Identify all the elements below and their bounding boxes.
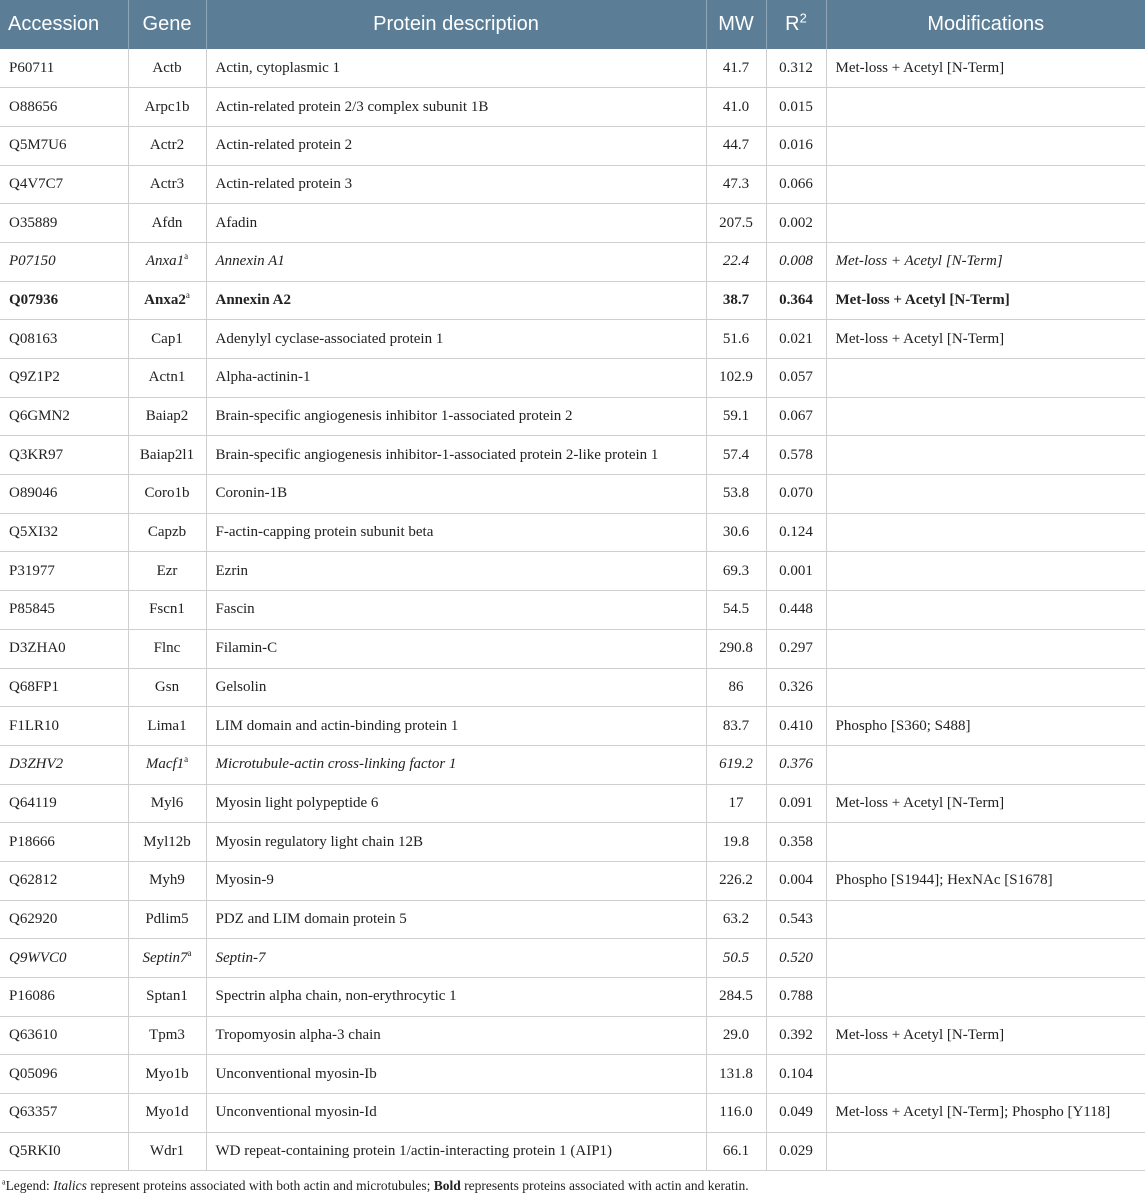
table-row (0, 861, 1145, 900)
cell-r2: 0.312 (766, 49, 826, 88)
cell-mw: 38.7 (706, 281, 766, 320)
cell-description: Myosin-9 (206, 861, 706, 900)
cell-accession: Q3KR97 (0, 436, 128, 475)
cell-mw: 29.0 (706, 1016, 766, 1055)
cell-accession: Q63610 (0, 1016, 128, 1055)
cell-mw: 57.4 (706, 436, 766, 475)
cell-modifications (826, 745, 1145, 784)
cell-gene (128, 359, 206, 398)
gene-name: Baiap2 (145, 408, 189, 425)
cell-gene (128, 668, 206, 707)
cell-modifications (826, 900, 1145, 939)
cell-description: Alpha-actinin-1 (206, 359, 706, 398)
cell-modifications (826, 204, 1145, 243)
header-gene: Gene (128, 0, 206, 49)
cell-accession: Q64119 (0, 784, 128, 823)
table-row (0, 242, 1145, 281)
cell-description: Brain-specific angiogenesis inhibitor-1-associated protein 2-like protein 1 (206, 436, 706, 475)
gene-name: Fscn1 (149, 601, 185, 618)
cell-modifications (826, 513, 1145, 552)
table-row (0, 320, 1145, 359)
table-row (0, 745, 1145, 784)
cell-r2: 0.049 (766, 1094, 826, 1133)
cell-modifications (826, 552, 1145, 591)
cell-accession: D3ZHV2 (0, 745, 128, 784)
gene-name: Gsn (154, 678, 180, 695)
cell-modifications (826, 823, 1145, 862)
table-row (0, 88, 1145, 127)
cell-description: Actin-related protein 3 (206, 165, 706, 204)
footnote-marker: a (184, 754, 189, 765)
footnote-marker: a (184, 251, 189, 262)
cell-modifications: Met-loss + Acetyl [N-Term]; Phospho [Y118] (826, 1094, 1145, 1133)
legend-bold-word: Bold (433, 1178, 461, 1194)
cell-r2: 0.448 (766, 591, 826, 630)
cell-mw: 226.2 (706, 861, 766, 900)
gene-name: Tpm3 (149, 1027, 185, 1044)
cell-modifications (826, 475, 1145, 514)
legend-middle: represent proteins associated with both actin and microtubules; (86, 1178, 434, 1194)
cell-mw: 47.3 (706, 165, 766, 204)
cell-accession: Q5M7U6 (0, 126, 128, 165)
cell-mw: 41.0 (706, 88, 766, 127)
cell-r2: 0.057 (766, 359, 826, 398)
header-description: Protein description (206, 0, 706, 49)
gene-name: Myl6 (150, 794, 184, 811)
header-r2 (766, 0, 826, 49)
gene-name: Anxa2 (144, 291, 186, 308)
gene-name: Macf1 (145, 756, 185, 773)
cell-modifications (826, 591, 1145, 630)
table-row (0, 1055, 1145, 1094)
gene-name: Capzb (147, 524, 187, 541)
cell-modifications (826, 668, 1145, 707)
cell-gene (128, 88, 206, 127)
cell-description: Annexin A1 (206, 242, 706, 281)
cell-r2: 0.008 (766, 242, 826, 281)
cell-mw: 207.5 (706, 204, 766, 243)
table-row (0, 436, 1145, 475)
cell-accession: Q6GMN2 (0, 397, 128, 436)
cell-description: Fascin (206, 591, 706, 630)
table-row (0, 397, 1145, 436)
cell-gene (128, 591, 206, 630)
cell-description: Microtubule-actin cross-linking factor 1 (206, 745, 706, 784)
gene-name: Myo1b (145, 1065, 189, 1082)
cell-gene (128, 823, 206, 862)
cell-mw: 290.8 (706, 629, 766, 668)
cell-description: Afadin (206, 204, 706, 243)
cell-gene (128, 320, 206, 359)
cell-mw: 30.6 (706, 513, 766, 552)
cell-description: LIM domain and actin-binding protein 1 (206, 707, 706, 746)
cell-mw: 116.0 (706, 1094, 766, 1133)
cell-description: Spectrin alpha chain, non-erythrocytic 1 (206, 978, 706, 1017)
cell-r2: 0.070 (766, 475, 826, 514)
cell-accession: P85845 (0, 591, 128, 630)
cell-mw: 619.2 (706, 745, 766, 784)
table-row (0, 1016, 1145, 1055)
cell-mw: 86 (706, 668, 766, 707)
cell-gene (128, 1055, 206, 1094)
cell-description: Unconventional myosin-Id (206, 1094, 706, 1133)
cell-gene (128, 1132, 206, 1171)
cell-mw: 59.1 (706, 397, 766, 436)
cell-gene (128, 745, 206, 784)
cell-mw: 44.7 (706, 126, 766, 165)
cell-r2: 0.326 (766, 668, 826, 707)
legend-prefix: Legend: (5, 1178, 54, 1194)
cell-description: Tropomyosin alpha-3 chain (206, 1016, 706, 1055)
cell-mw: 50.5 (706, 939, 766, 978)
table-row (0, 359, 1145, 398)
header-r2-sup: 2 (799, 10, 807, 26)
cell-accession: Q07936 (0, 281, 128, 320)
gene-name: Sptan1 (146, 988, 188, 1005)
cell-accession: Q5XI32 (0, 513, 128, 552)
cell-accession: Q62812 (0, 861, 128, 900)
table-row (0, 823, 1145, 862)
cell-modifications (826, 165, 1145, 204)
gene-name: Arpc1b (144, 98, 190, 115)
cell-gene (128, 242, 206, 281)
table-body (0, 49, 1145, 1171)
table-row (0, 900, 1145, 939)
cell-modifications: Phospho [S1944]; HexNAc [S1678] (826, 861, 1145, 900)
cell-modifications (826, 126, 1145, 165)
cell-description: Brain-specific angiogenesis inhibitor 1-associated protein 2 (206, 397, 706, 436)
cell-mw: 284.5 (706, 978, 766, 1017)
cell-mw: 53.8 (706, 475, 766, 514)
cell-accession: Q4V7C7 (0, 165, 128, 204)
table-row (0, 49, 1145, 88)
cell-accession: P18666 (0, 823, 128, 862)
cell-accession: P31977 (0, 552, 128, 591)
cell-r2: 0.001 (766, 552, 826, 591)
cell-modifications (826, 1132, 1145, 1171)
cell-modifications (826, 1055, 1145, 1094)
cell-modifications: Met-loss + Acetyl [N-Term] (826, 242, 1145, 281)
footnote-marker: a (185, 289, 190, 300)
gene-name: Septin7 (142, 949, 188, 966)
cell-mw: 41.7 (706, 49, 766, 88)
cell-gene (128, 436, 206, 475)
cell-modifications: Phospho [S360; S488] (826, 707, 1145, 746)
cell-modifications (826, 397, 1145, 436)
cell-mw: 51.6 (706, 320, 766, 359)
cell-accession: Q5RKI0 (0, 1132, 128, 1171)
gene-name: Actb (152, 59, 182, 76)
cell-gene (128, 281, 206, 320)
cell-accession: O88656 (0, 88, 128, 127)
cell-gene (128, 475, 206, 514)
cell-modifications (826, 978, 1145, 1017)
gene-name: Flnc (153, 640, 181, 657)
gene-name: Actr2 (149, 137, 185, 154)
cell-mw: 69.3 (706, 552, 766, 591)
legend-marker: a (2, 1177, 6, 1187)
legend-italic-word: Italics (53, 1178, 87, 1194)
cell-gene (128, 49, 206, 88)
gene-name: Actr3 (149, 175, 185, 192)
cell-description: PDZ and LIM domain protein 5 (206, 900, 706, 939)
table-header-row (0, 0, 1145, 49)
cell-mw: 22.4 (706, 242, 766, 281)
cell-description: Annexin A2 (206, 281, 706, 320)
cell-description: Filamin-C (206, 629, 706, 668)
cell-description: F-actin-capping protein subunit beta (206, 513, 706, 552)
cell-gene (128, 126, 206, 165)
cell-r2: 0.297 (766, 629, 826, 668)
cell-r2: 0.364 (766, 281, 826, 320)
cell-gene (128, 1094, 206, 1133)
gene-name: Ezr (156, 562, 178, 579)
cell-gene (128, 978, 206, 1017)
table-row (0, 1094, 1145, 1133)
gene-name: Myh9 (149, 872, 185, 889)
cell-accession: Q62920 (0, 900, 128, 939)
cell-modifications (826, 629, 1145, 668)
cell-description: Adenylyl cyclase-associated protein 1 (206, 320, 706, 359)
cell-gene (128, 552, 206, 591)
cell-gene (128, 513, 206, 552)
cell-r2: 0.104 (766, 1055, 826, 1094)
gene-name: Coro1b (144, 485, 190, 502)
table-row (0, 475, 1145, 514)
table-row (0, 126, 1145, 165)
cell-accession: P16086 (0, 978, 128, 1017)
cell-r2: 0.002 (766, 204, 826, 243)
cell-r2: 0.358 (766, 823, 826, 862)
cell-r2: 0.066 (766, 165, 826, 204)
cell-r2: 0.029 (766, 1132, 826, 1171)
gene-name: Anxa1 (145, 253, 185, 270)
gene-name: Myl12b (143, 833, 191, 850)
cell-modifications: Met-loss + Acetyl [N-Term] (826, 281, 1145, 320)
cell-mw: 131.8 (706, 1055, 766, 1094)
table-row (0, 552, 1145, 591)
header-accession: Accession (0, 0, 128, 49)
cell-gene (128, 939, 206, 978)
gene-name: Pdlim5 (145, 910, 189, 927)
cell-description: Actin-related protein 2 (206, 126, 706, 165)
table-row (0, 707, 1145, 746)
cell-mw: 19.8 (706, 823, 766, 862)
cell-r2: 0.124 (766, 513, 826, 552)
cell-description: WD repeat-containing protein 1/actin-interacting protein 1 (AIP1) (206, 1132, 706, 1171)
cell-modifications (826, 359, 1145, 398)
cell-modifications (826, 88, 1145, 127)
table-row (0, 591, 1145, 630)
cell-r2: 0.004 (766, 861, 826, 900)
table-row (0, 165, 1145, 204)
cell-accession: Q08163 (0, 320, 128, 359)
cell-modifications (826, 939, 1145, 978)
cell-accession: P07150 (0, 242, 128, 281)
cell-modifications: Met-loss + Acetyl [N-Term] (826, 1016, 1145, 1055)
gene-name: Baiap2l1 (139, 446, 195, 463)
cell-description: Gelsolin (206, 668, 706, 707)
cell-gene (128, 629, 206, 668)
cell-description: Unconventional myosin-Ib (206, 1055, 706, 1094)
gene-name: Wdr1 (149, 1143, 185, 1160)
footnote-marker: a (187, 947, 192, 958)
table-row (0, 281, 1145, 320)
legend-suffix: represents proteins associated with actin and keratin. (460, 1178, 749, 1194)
table-row (0, 978, 1145, 1017)
table-row (0, 784, 1145, 823)
header-mw: MW (706, 0, 766, 49)
table-row (0, 629, 1145, 668)
cell-accession: P60711 (0, 49, 128, 88)
cell-mw: 63.2 (706, 900, 766, 939)
cell-r2: 0.016 (766, 126, 826, 165)
cell-gene (128, 900, 206, 939)
cell-gene (128, 165, 206, 204)
cell-description: Myosin regulatory light chain 12B (206, 823, 706, 862)
header-modifications: Modifications (826, 0, 1145, 49)
cell-r2: 0.091 (766, 784, 826, 823)
cell-r2: 0.543 (766, 900, 826, 939)
cell-description: Actin-related protein 2/3 complex subunit 1B (206, 88, 706, 127)
cell-mw: 17 (706, 784, 766, 823)
cell-r2: 0.410 (766, 707, 826, 746)
cell-gene (128, 861, 206, 900)
header-r2-base: R (785, 13, 800, 35)
cell-gene (128, 784, 206, 823)
cell-r2: 0.392 (766, 1016, 826, 1055)
cell-r2: 0.067 (766, 397, 826, 436)
cell-accession: Q9Z1P2 (0, 359, 128, 398)
table-legend (0, 1171, 1145, 1194)
gene-name: Afdn (151, 214, 183, 231)
cell-modifications: Met-loss + Acetyl [N-Term] (826, 784, 1145, 823)
cell-modifications (826, 436, 1145, 475)
table-row (0, 939, 1145, 978)
cell-mw: 83.7 (706, 707, 766, 746)
gene-name: Lima1 (147, 717, 187, 734)
table-row (0, 668, 1145, 707)
cell-modifications: Met-loss + Acetyl [N-Term] (826, 49, 1145, 88)
cell-description: Myosin light polypeptide 6 (206, 784, 706, 823)
cell-description: Coronin-1B (206, 475, 706, 514)
table-row (0, 204, 1145, 243)
cell-mw: 54.5 (706, 591, 766, 630)
cell-description: Ezrin (206, 552, 706, 591)
table-row (0, 513, 1145, 552)
cell-r2: 0.578 (766, 436, 826, 475)
cell-modifications: Met-loss + Acetyl [N-Term] (826, 320, 1145, 359)
cell-accession: D3ZHA0 (0, 629, 128, 668)
cell-r2: 0.021 (766, 320, 826, 359)
cell-gene (128, 1016, 206, 1055)
table-row (0, 1132, 1145, 1171)
cell-accession: Q9WVC0 (0, 939, 128, 978)
cell-r2: 0.376 (766, 745, 826, 784)
gene-name: Myo1d (145, 1104, 189, 1121)
cell-gene (128, 204, 206, 243)
cell-accession: O35889 (0, 204, 128, 243)
cell-accession: Q05096 (0, 1055, 128, 1094)
gene-name: Cap1 (151, 330, 183, 347)
cell-accession: F1LR10 (0, 707, 128, 746)
cell-accession: O89046 (0, 475, 128, 514)
cell-r2: 0.015 (766, 88, 826, 127)
cell-description: Septin-7 (206, 939, 706, 978)
cell-accession: Q68FP1 (0, 668, 128, 707)
cell-gene (128, 707, 206, 746)
cell-r2: 0.788 (766, 978, 826, 1017)
cell-r2: 0.520 (766, 939, 826, 978)
cell-mw: 102.9 (706, 359, 766, 398)
gene-name: Actn1 (148, 369, 186, 386)
cell-gene (128, 397, 206, 436)
cell-description: Actin, cytoplasmic 1 (206, 49, 706, 88)
cell-mw: 66.1 (706, 1132, 766, 1171)
cell-accession: Q63357 (0, 1094, 128, 1133)
